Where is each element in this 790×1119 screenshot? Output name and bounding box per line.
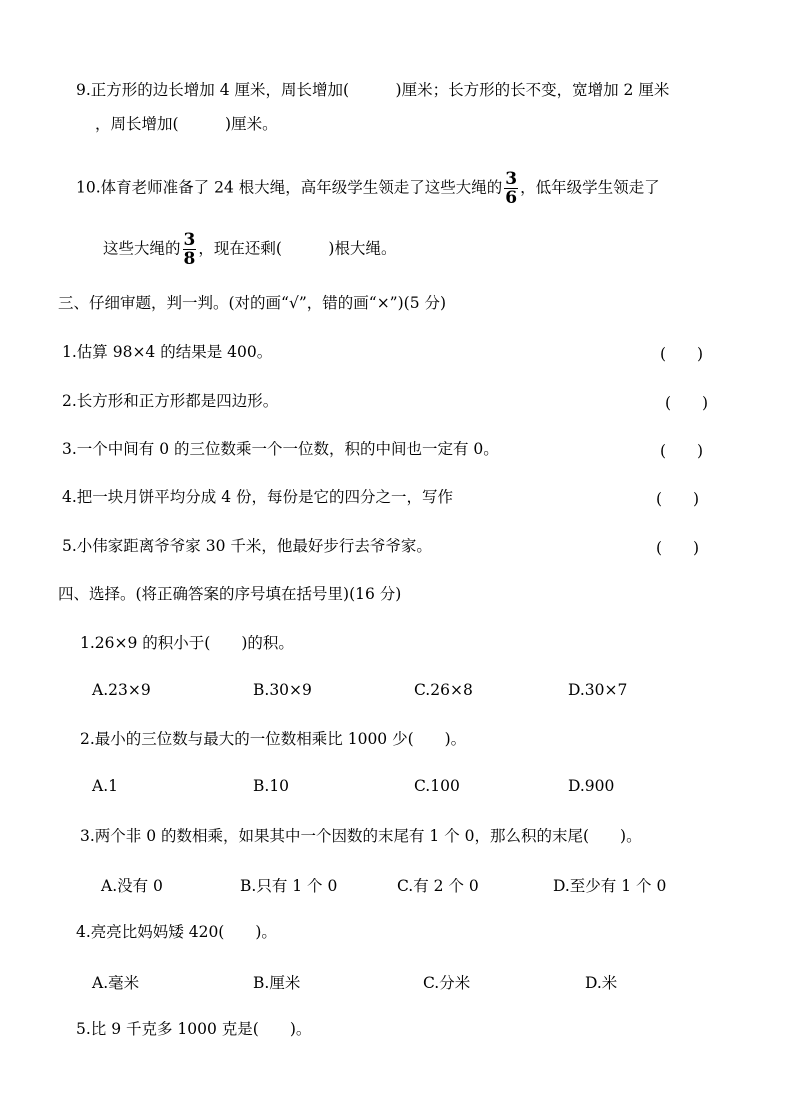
q10-line1-text-b: ，低年级学生领走了: [520, 178, 660, 197]
fraction-3-6: [504, 170, 518, 207]
q9-line2: ，周长增加( )厘米。: [95, 115, 278, 133]
q10-line2-text-b: ，现在还剩( )根大绳。: [198, 239, 397, 258]
answer-paren-1[interactable]: ( ): [660, 345, 704, 363]
q2-option-b: B.10: [253, 777, 290, 795]
q10-line1: [76, 170, 660, 207]
fraction-denominator: 8: [183, 249, 196, 269]
choice-question-5: 5.比 9 千克多 1000 克是( )。: [76, 1020, 312, 1038]
judge-item-3: 3.一个中间有 0 的三位数乘一个一位数，积的中间也一定有 0。: [62, 440, 499, 458]
q2-option-d: D.900: [568, 777, 615, 795]
choice-question-4: 4.亮亮比妈妈矮 420( )。: [76, 923, 277, 941]
q10-line2: [103, 231, 396, 268]
q4-option-b: B.厘米: [253, 974, 301, 992]
fraction-numerator: 3: [505, 169, 518, 189]
q1-option-d: D.30×7: [568, 681, 628, 699]
q4-option-a: A.毫米: [92, 974, 140, 992]
q3-option-d: D.至少有 1 个 0: [553, 877, 667, 895]
fraction-3-8: [183, 231, 197, 268]
q4-option-d: D.米: [585, 974, 618, 992]
answer-paren-4[interactable]: ( ): [656, 490, 700, 508]
q1-option-a: A.23×9: [92, 681, 151, 699]
answer-paren-3[interactable]: ( ): [660, 442, 704, 460]
q9-line1: 9.正方形的边长增加 4 厘米，周长增加( )厘米；长方形的长不变，宽增加 2 厘米: [76, 81, 670, 99]
choice-question-3: 3.两个非 0 的数相乘，如果其中一个因数的末尾有 1 个 0，那么积的末尾( )。: [80, 827, 642, 845]
judge-item-1: 1.估算 98×4 的结果是 400。: [62, 343, 273, 361]
q2-option-c: C.100: [414, 777, 460, 795]
q10-line2-text-a: 这些大绳的: [103, 239, 181, 258]
q1-option-c: C.26×8: [414, 681, 473, 699]
q10-line1-text-a: 10.体育老师准备了 24 根大绳，高年级学生领走了这些大绳的: [76, 178, 503, 197]
judge-item-4: 4.把一块月饼平均分成 4 份，每份是它的四分之一，写作: [62, 488, 454, 506]
choice-question-1: 1.26×9 的积小于( )的积。: [80, 634, 294, 652]
section4-title: 四、选择。(将正确答案的序号填在括号里)(16 分): [58, 585, 402, 603]
q3-option-a: A.没有 0: [101, 877, 163, 895]
judge-item-5: 5.小伟家距离爷爷家 30 千米，他最好步行去爷爷家。: [62, 537, 432, 555]
judge-item-2: 2.长方形和正方形都是四边形。: [62, 392, 279, 410]
section3-title: 三、仔细审题，判一判。(对的画“√”，错的画“×”)(5 分): [58, 294, 447, 312]
q3-option-b: B.只有 1 个 0: [240, 877, 338, 895]
answer-paren-5[interactable]: ( ): [656, 539, 700, 557]
q1-option-b: B.30×9: [253, 681, 312, 699]
q2-option-a: A.1: [92, 777, 118, 795]
fraction-denominator: 6: [505, 188, 518, 208]
fraction-numerator: 3: [183, 230, 196, 250]
answer-paren-2[interactable]: ( ): [665, 394, 709, 412]
q3-option-c: C.有 2 个 0: [397, 877, 479, 895]
choice-question-2: 2.最小的三位数与最大的一位数相乘比 1000 少( )。: [80, 730, 467, 748]
q4-option-c: C.分米: [423, 974, 471, 992]
